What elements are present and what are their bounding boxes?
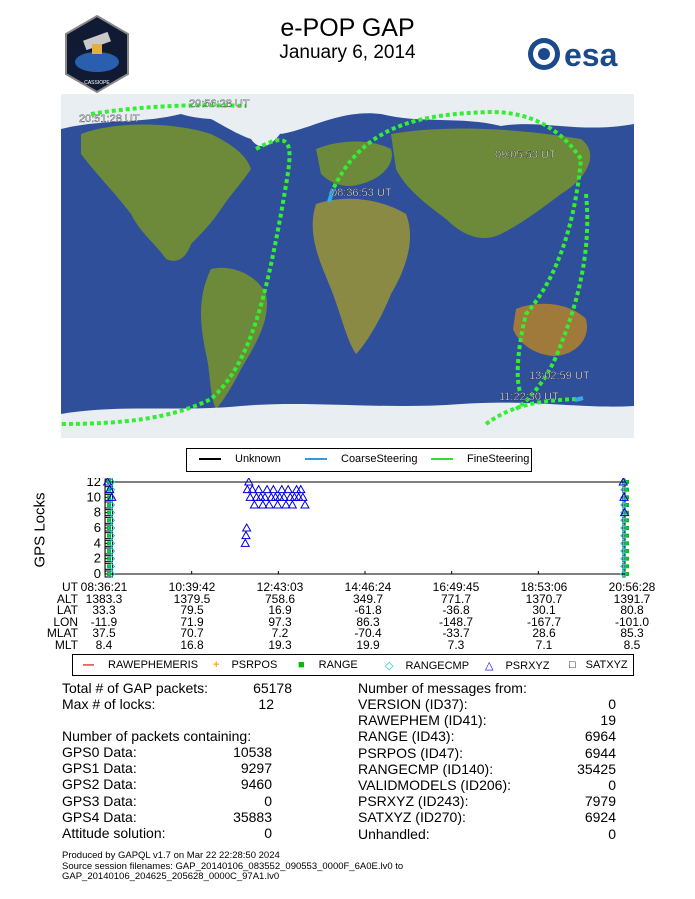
legend-rangecmp: ◇ RANGECMP xyxy=(385,660,470,672)
table-cell: 8.5 xyxy=(623,637,641,652)
psrxyz-point xyxy=(295,493,303,500)
table-cell: 16:49:45 xyxy=(432,580,480,594)
total-packets-value: 65178 xyxy=(253,680,292,696)
containing-heading: Number of packets containing: xyxy=(62,728,252,744)
psrxyz-point xyxy=(243,524,251,531)
psrxyz-point xyxy=(257,493,265,500)
max-locks-value: 12 xyxy=(258,696,274,712)
message-type-value: 0 xyxy=(608,825,616,842)
psrxyz-point xyxy=(301,501,309,508)
psrxyz-point xyxy=(297,486,305,493)
table-cell: 7.1 xyxy=(535,637,553,652)
message-type-label: VERSION (ID37): xyxy=(358,696,468,712)
esa-logo xyxy=(526,36,634,72)
map-time-label: 11:22:30 UT xyxy=(499,391,559,403)
footer-source-end: GAP_20140106_204625_205628_0000C_97A1.lv0 xyxy=(62,871,280,882)
table-cell: 85.3 xyxy=(620,626,644,640)
message-type-label: RANGECMP (ID140): xyxy=(358,760,494,777)
table-cell: 16.9 xyxy=(268,603,292,617)
map-time-label: 08:36:53 UT xyxy=(331,187,392,199)
table-cell: 1379.5 xyxy=(173,591,211,606)
max-locks-label: Max # of locks: xyxy=(62,696,156,712)
table-cell: 1391.7 xyxy=(613,591,651,606)
table-cell: 10:39:42 xyxy=(168,580,216,594)
table-cell: 28.6 xyxy=(532,626,556,640)
table-cell: 37.5 xyxy=(92,626,116,640)
footer-source: Source session filenames: GAP_20140106_083552_090553_0000F_6A0E.lv0 to xyxy=(62,860,404,872)
table-cell: 7.3 xyxy=(447,637,465,652)
message-type-value: 6964 xyxy=(584,728,616,745)
legend-psrpos: + PSRPOS xyxy=(213,659,278,671)
mission-patch-logo xyxy=(62,14,132,94)
y-tick-label: 10 xyxy=(86,489,101,505)
table-cell: -148.7 xyxy=(438,614,474,629)
message-type-label: VALIDMODELS (ID206): xyxy=(358,777,512,793)
packet-type-value: 0 xyxy=(264,825,272,841)
legend-line-coarse: CoarseSteering xyxy=(305,453,417,465)
table-cell: 30.1 xyxy=(532,603,556,617)
table-cell: -61.8 xyxy=(354,603,382,617)
psrxyz-point xyxy=(271,493,279,500)
y-tick-label: 12 xyxy=(86,478,101,489)
table-cell: 7.2 xyxy=(271,626,289,640)
map-time-label: 13:02:59 UT xyxy=(529,370,590,382)
orbit-parameter-table xyxy=(0,580,695,654)
table-cell: 19.9 xyxy=(356,637,380,652)
y-tick-label: 2 xyxy=(93,550,101,566)
packet-type-label: Attitude solution: xyxy=(62,825,166,841)
table-cell: 12:43:03 xyxy=(256,580,304,594)
table-cell: -70.4 xyxy=(354,626,382,640)
table-cell: 1383.3 xyxy=(85,591,123,606)
packet-type-label: GPS4 Data: xyxy=(62,808,137,825)
table-cell: 20:56:28 xyxy=(608,580,656,594)
table-cell: -36.8 xyxy=(442,603,470,617)
table-cell: 8.4 xyxy=(95,637,113,652)
message-type-value: 0 xyxy=(608,777,616,793)
psrxyz-point xyxy=(299,493,307,500)
table-row-label: LAT xyxy=(56,603,78,617)
packet-type-value: 0 xyxy=(264,792,272,809)
message-type-label: SATXYZ (ID270): xyxy=(358,809,466,826)
table-cell: -101.0 xyxy=(614,614,650,629)
packet-type-label: GPS3 Data: xyxy=(62,792,137,809)
message-type-value: 7979 xyxy=(584,793,616,810)
map-time-label: 20:51:28 UT xyxy=(79,113,140,125)
table-cell: 97.3 xyxy=(268,614,292,629)
packet-type-value: 9460 xyxy=(240,776,272,793)
psrxyz-point xyxy=(290,493,298,500)
message-type-label: RAWEPHEM (ID41): xyxy=(358,712,487,729)
table-cell: -11.9 xyxy=(90,614,118,629)
table-cell: 18:53:06 xyxy=(520,580,568,594)
table-row-label: MLT xyxy=(54,637,78,652)
table-cell: 70.7 xyxy=(180,626,204,640)
legend-psrxyz: △ PSRXYZ xyxy=(485,660,550,672)
report-title: e-POP GAP xyxy=(280,14,415,42)
table-cell: -33.7 xyxy=(442,626,470,640)
y-axis-label: GPS Locks xyxy=(31,492,49,568)
svg-text:CASSIOPE: CASSIOPE xyxy=(84,80,110,86)
table-row-label: LON xyxy=(53,614,78,629)
psrxyz-point xyxy=(241,539,249,546)
table-row-label: MLAT xyxy=(46,626,78,640)
y-tick-label: 4 xyxy=(93,535,101,551)
total-packets-label: Total # of GAP packets: xyxy=(62,680,209,696)
packet-type-value: 10538 xyxy=(233,744,272,760)
table-row-label: ALT xyxy=(56,591,78,606)
psrxyz-point xyxy=(293,486,301,493)
table-cell: 86.3 xyxy=(356,614,380,629)
legend-line-fine: FineSteering xyxy=(431,453,529,465)
table-cell: 19.3 xyxy=(268,637,292,652)
message-type-value: 19 xyxy=(600,712,616,729)
messages-heading: Number of messages from: xyxy=(358,680,527,696)
packet-type-label: GPS2 Data: xyxy=(62,776,137,793)
message-type-label: Unhandled: xyxy=(358,825,430,842)
table-cell: 16.8 xyxy=(180,637,204,652)
message-type-label: PSRXYZ (ID243): xyxy=(358,793,469,810)
y-tick-label: 8 xyxy=(93,504,101,520)
report-date: January 6, 2014 xyxy=(279,42,416,63)
table-cell: 79.5 xyxy=(180,603,204,617)
world-map-ground-track xyxy=(61,94,634,438)
legend-rawephemeris: — RAWEPHEMERIS xyxy=(83,659,199,671)
y-tick-label: 0 xyxy=(93,566,101,580)
footer-produced: Produced by GAPQL v1.7 on Mar 22 22:28:50 2024 xyxy=(62,850,280,861)
table-row-label: UT xyxy=(62,580,78,594)
message-type-value: 35425 xyxy=(577,760,616,777)
table-cell: 349.7 xyxy=(352,591,384,606)
message-type-label: RANGE (ID43): xyxy=(358,728,455,745)
message-type-value: 6944 xyxy=(584,744,616,761)
legend-line-unknown: Unknown xyxy=(199,453,281,465)
table-cell: 758.6 xyxy=(264,591,296,606)
plot-frame xyxy=(105,482,625,574)
psrxyz-point xyxy=(276,493,284,500)
coarse-segment xyxy=(575,398,583,400)
psrxyz-point xyxy=(242,532,250,539)
packet-type-value: 9297 xyxy=(240,760,272,777)
map-time-label: 20:56:28 UT xyxy=(189,98,250,110)
legend-range: ■ RANGE xyxy=(298,659,358,671)
table-cell: 71.9 xyxy=(180,614,204,629)
map-time-label: 09:05:53 UT xyxy=(495,149,556,161)
psrxyz-point xyxy=(274,501,282,508)
table-cell: 33.3 xyxy=(92,603,116,617)
footer xyxy=(62,851,403,883)
message-type-value: 6924 xyxy=(584,809,616,826)
table-cell: 80.8 xyxy=(620,603,644,617)
steering-legend xyxy=(186,448,532,472)
gps-locks-chart xyxy=(55,478,640,580)
psrxyz-point xyxy=(250,501,258,508)
table-cell: -167.7 xyxy=(526,614,562,629)
table-cell: 771.7 xyxy=(440,591,472,606)
table-cell: 08:36:21 xyxy=(80,580,128,594)
message-type-label: PSRPOS (ID47): xyxy=(358,744,464,761)
table-cell: 14:46:24 xyxy=(344,580,392,594)
svg-text:esa: esa xyxy=(564,37,618,72)
message-type-value: 0 xyxy=(608,696,616,712)
series-legend xyxy=(72,654,634,676)
y-tick-label: 6 xyxy=(93,520,101,535)
packet-type-value: 35883 xyxy=(233,808,272,825)
packet-type-label: GPS0 Data: xyxy=(62,744,137,760)
table-cell: 1370.7 xyxy=(525,591,563,606)
packet-type-label: GPS1 Data: xyxy=(62,760,137,777)
legend-satxyz: □ SATXYZ xyxy=(569,659,628,671)
